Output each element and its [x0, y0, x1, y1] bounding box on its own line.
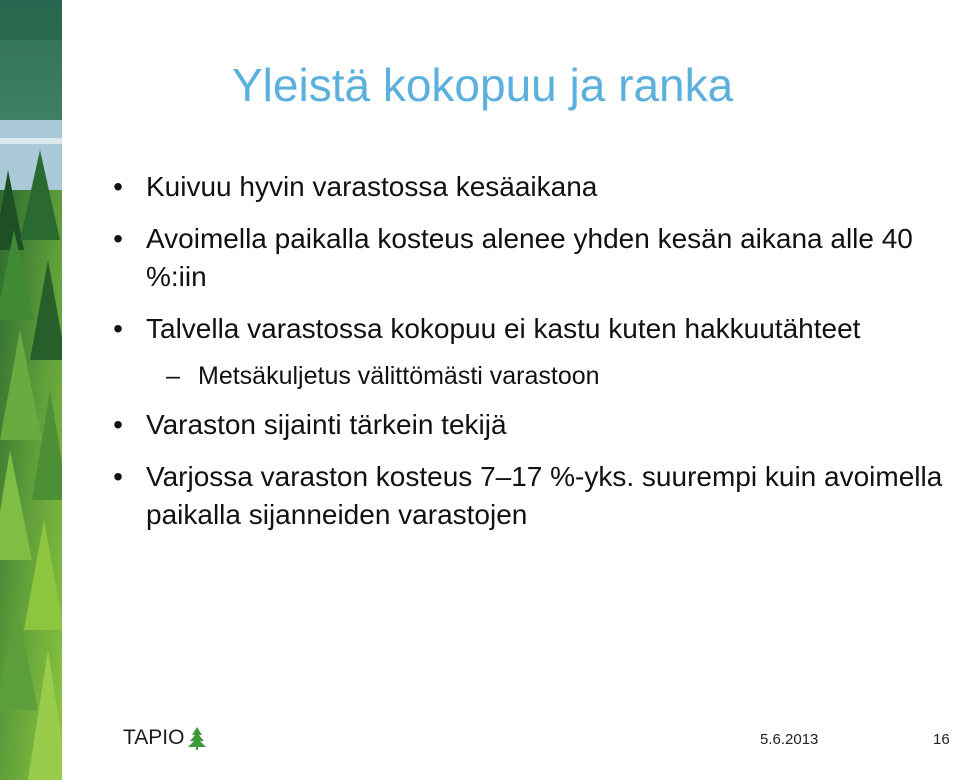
bullet-text: Talvella varastossa kokopuu ei kastu kuten hakkuutähteet	[146, 313, 861, 344]
bullet-text: Kuivuu hyvin varastossa kesäaikana	[146, 171, 598, 202]
bullet-text: Avoimella paikalla kosteus alenee yhden kesän aikana alle 40 %:iin	[146, 223, 913, 292]
tree-icon	[187, 726, 207, 750]
bullet-item	[108, 168, 958, 206]
slide-date: 5.6.2013	[760, 731, 819, 748]
bullet-item	[108, 310, 958, 348]
bullet-text: Varjossa varaston kosteus 7–17 %-yks. suurempi kuin avoimella paikalla sijanneiden varastojen	[146, 461, 943, 530]
bullet-list	[108, 168, 958, 548]
forest-image-strip	[0, 0, 62, 780]
sub-bullet-item	[108, 358, 958, 394]
dash-icon: –	[166, 362, 180, 390]
bullet-item	[108, 458, 958, 534]
bullet-dot-icon: •	[113, 223, 123, 254]
page-number: 16	[933, 731, 950, 748]
bullet-text: Varaston sijainti tärkein tekijä	[146, 409, 507, 440]
bullet-item	[108, 220, 958, 296]
sub-bullet-text: Metsäkuljetus välittömästi varastoon	[198, 362, 600, 390]
bullet-dot-icon: •	[113, 409, 123, 440]
bullet-dot-icon: •	[113, 171, 123, 202]
slide-title: Yleistä kokopuu ja ranka	[232, 59, 734, 111]
forest-illustration	[0, 0, 62, 780]
bullet-item	[108, 406, 958, 444]
bullet-dot-icon: •	[113, 313, 123, 344]
tapio-logo	[123, 724, 207, 752]
bullet-dot-icon: •	[113, 461, 123, 492]
logo-text: TAPIO	[123, 726, 185, 749]
